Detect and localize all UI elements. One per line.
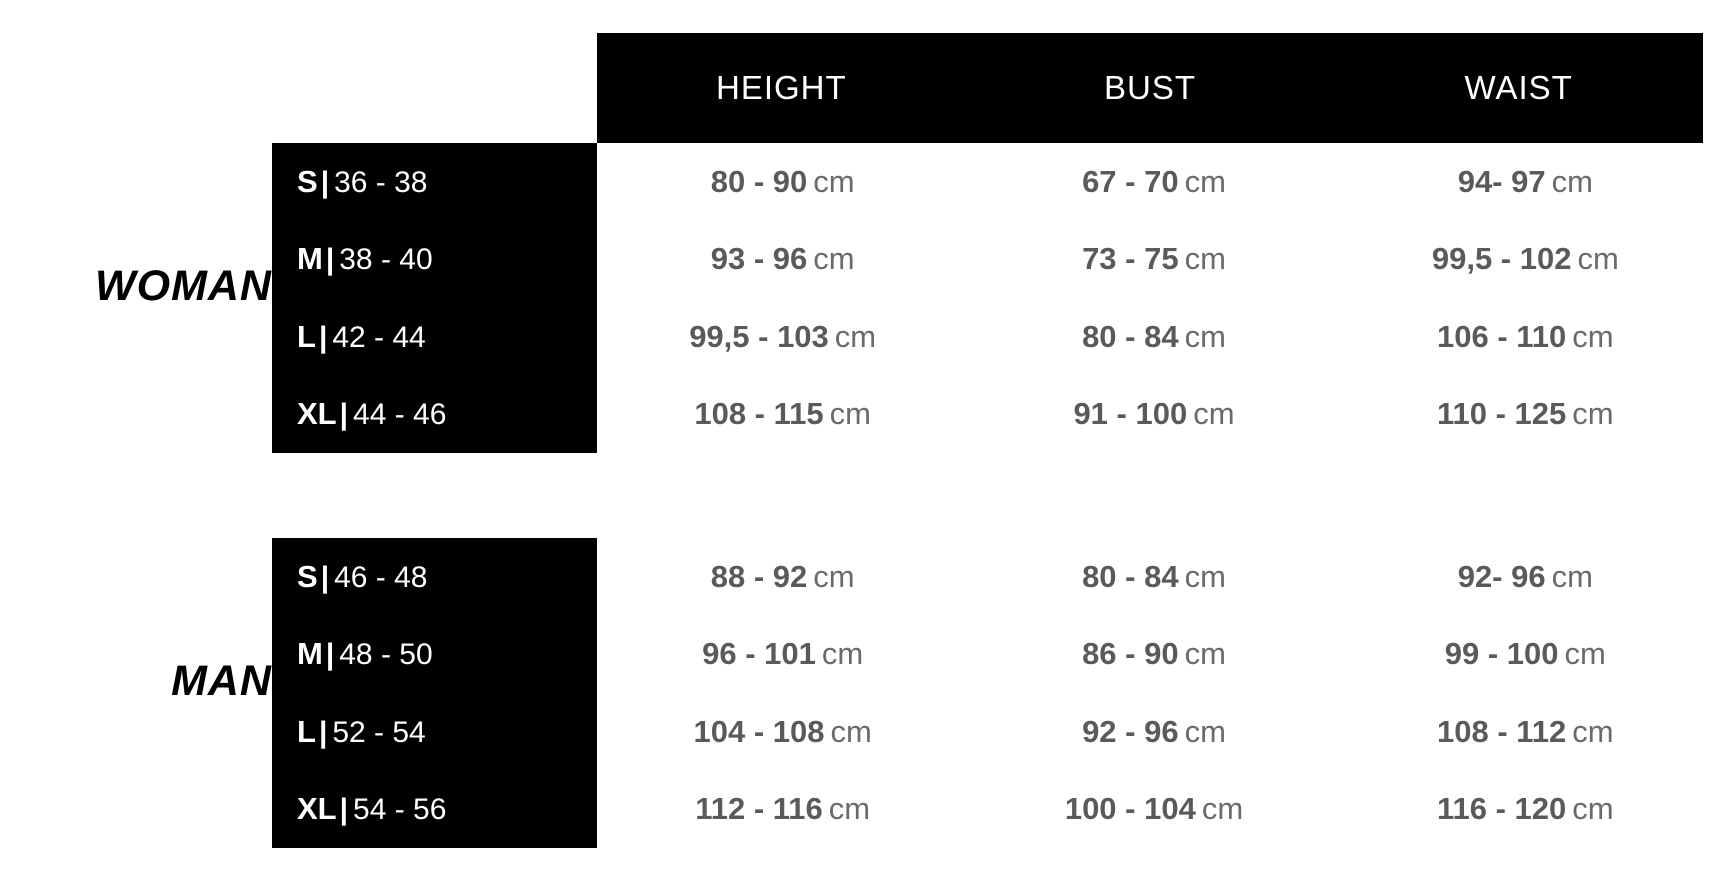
waist-value: 99 - 100 (1444, 636, 1559, 672)
size-range: 38 - 40 (339, 243, 433, 277)
bust-cell (968, 636, 1339, 672)
bust-value: 73 - 75 (1082, 241, 1179, 277)
column-header-height: HEIGHT (716, 69, 847, 106)
unit-label: cm (1184, 318, 1226, 354)
size-separator: | (320, 560, 330, 594)
waist-cell (1340, 241, 1711, 277)
size-range: 54 - 56 (353, 793, 447, 827)
bust-cell (968, 241, 1339, 277)
height-value: 108 - 115 (694, 396, 824, 432)
waist-cell (1340, 164, 1711, 200)
unit-label: cm (1184, 636, 1226, 672)
waist-cell (1340, 396, 1711, 432)
height-cell (597, 319, 968, 355)
unit-label: cm (1572, 318, 1614, 354)
height-cell (597, 396, 968, 432)
unit-label: cm (813, 163, 855, 199)
table-header (597, 33, 1703, 143)
size-separator: | (318, 715, 328, 749)
height-cell (597, 714, 968, 750)
bust-value: 67 - 70 (1082, 163, 1179, 199)
bust-value: 92 - 96 (1082, 713, 1179, 749)
height-value: 96 - 101 (702, 636, 816, 672)
table-row (272, 221, 1711, 299)
section-man (0, 538, 1711, 848)
size-code: M (297, 636, 323, 672)
bust-value: 100 - 104 (1064, 791, 1196, 827)
waist-cell (1340, 714, 1711, 750)
bust-value: 80 - 84 (1082, 318, 1179, 354)
table-row (272, 771, 1711, 849)
height-value: 104 - 108 (693, 713, 825, 749)
size-separator: | (339, 793, 349, 827)
bust-value: 80 - 84 (1082, 558, 1179, 594)
bust-value: 91 - 100 (1073, 396, 1188, 432)
size-cell (272, 714, 597, 750)
size-separator: | (325, 243, 335, 277)
height-value: 93 - 96 (710, 241, 808, 277)
size-cell (272, 241, 597, 277)
table-row (272, 693, 1711, 771)
bust-cell (968, 164, 1339, 200)
unit-label: cm (1572, 713, 1614, 749)
size-range: 52 - 54 (332, 715, 426, 749)
size-range: 36 - 38 (334, 165, 428, 199)
height-cell (597, 164, 968, 200)
bust-cell (968, 714, 1339, 750)
size-range: 42 - 44 (332, 320, 426, 354)
unit-label: cm (1572, 396, 1614, 432)
column-header-waist: WAIST (1464, 69, 1573, 106)
table-row (272, 376, 1711, 454)
size-range: 46 - 48 (334, 560, 428, 594)
unit-label: cm (829, 396, 871, 432)
height-value: 88 - 92 (710, 558, 808, 594)
unit-label: cm (1201, 791, 1244, 827)
size-cell (272, 164, 597, 200)
rows-woman (272, 143, 1711, 453)
unit-label: cm (1577, 241, 1619, 277)
section-label-woman: WOMAN (95, 262, 272, 310)
size-cell (272, 319, 597, 355)
size-range: 48 - 50 (339, 638, 433, 672)
unit-label: cm (1184, 713, 1226, 749)
height-cell (597, 791, 968, 827)
unit-label: cm (1184, 241, 1226, 277)
section-label-man: MAN (171, 657, 272, 705)
height-value: 99,5 - 103 (689, 318, 829, 354)
waist-cell (1340, 319, 1711, 355)
height-cell (597, 559, 968, 595)
bust-cell (968, 319, 1339, 355)
size-separator: | (318, 320, 328, 354)
bust-cell (968, 791, 1339, 827)
waist-value: 110 - 125 (1437, 396, 1567, 432)
size-cell (272, 636, 597, 672)
section-woman (0, 143, 1711, 453)
waist-value: 99,5 - 102 (1431, 241, 1572, 277)
bust-cell (968, 559, 1339, 595)
bust-value: 86 - 90 (1082, 636, 1179, 672)
column-header-bust: BUST (1104, 69, 1197, 106)
size-separator: | (325, 638, 335, 672)
unit-label: cm (813, 241, 855, 277)
rows-man (272, 538, 1711, 848)
waist-value: 108 - 112 (1437, 713, 1567, 749)
waist-cell (1340, 559, 1711, 595)
size-code: L (297, 713, 316, 749)
size-cell (272, 396, 597, 432)
unit-label: cm (828, 791, 871, 827)
size-separator: | (320, 165, 330, 199)
unit-label: cm (1572, 791, 1614, 827)
size-cell (272, 791, 597, 827)
unit-label: cm (1193, 396, 1235, 432)
table-row (272, 298, 1711, 376)
waist-value: 94- 97 (1457, 163, 1546, 199)
table-row (272, 143, 1711, 221)
unit-label: cm (1551, 163, 1593, 199)
unit-label: cm (813, 558, 855, 594)
height-value: 80 - 90 (710, 163, 808, 199)
unit-label: cm (1184, 558, 1226, 594)
size-code: S (297, 163, 318, 199)
waist-value: 106 - 110 (1437, 318, 1567, 354)
unit-label: cm (1184, 163, 1226, 199)
waist-cell (1340, 791, 1711, 827)
height-cell (597, 636, 968, 672)
table-row (272, 538, 1711, 616)
height-cell (597, 241, 968, 277)
unit-label: cm (834, 318, 877, 354)
unit-label: cm (1564, 636, 1606, 672)
size-code: S (297, 558, 318, 594)
bust-cell (968, 396, 1339, 432)
unit-label: cm (1551, 558, 1593, 594)
table-row (272, 616, 1711, 694)
size-code: M (297, 241, 323, 277)
size-cell (272, 559, 597, 595)
unit-label: cm (830, 713, 872, 749)
unit-label: cm (821, 636, 864, 672)
height-value: 112 - 116 (695, 791, 823, 827)
size-range: 44 - 46 (353, 398, 447, 432)
size-code: L (297, 318, 316, 354)
size-code: XL (297, 791, 337, 827)
waist-cell (1340, 636, 1711, 672)
waist-value: 92- 96 (1457, 558, 1546, 594)
waist-value: 116 - 120 (1437, 791, 1567, 827)
size-code: XL (297, 396, 337, 432)
size-separator: | (339, 398, 349, 432)
